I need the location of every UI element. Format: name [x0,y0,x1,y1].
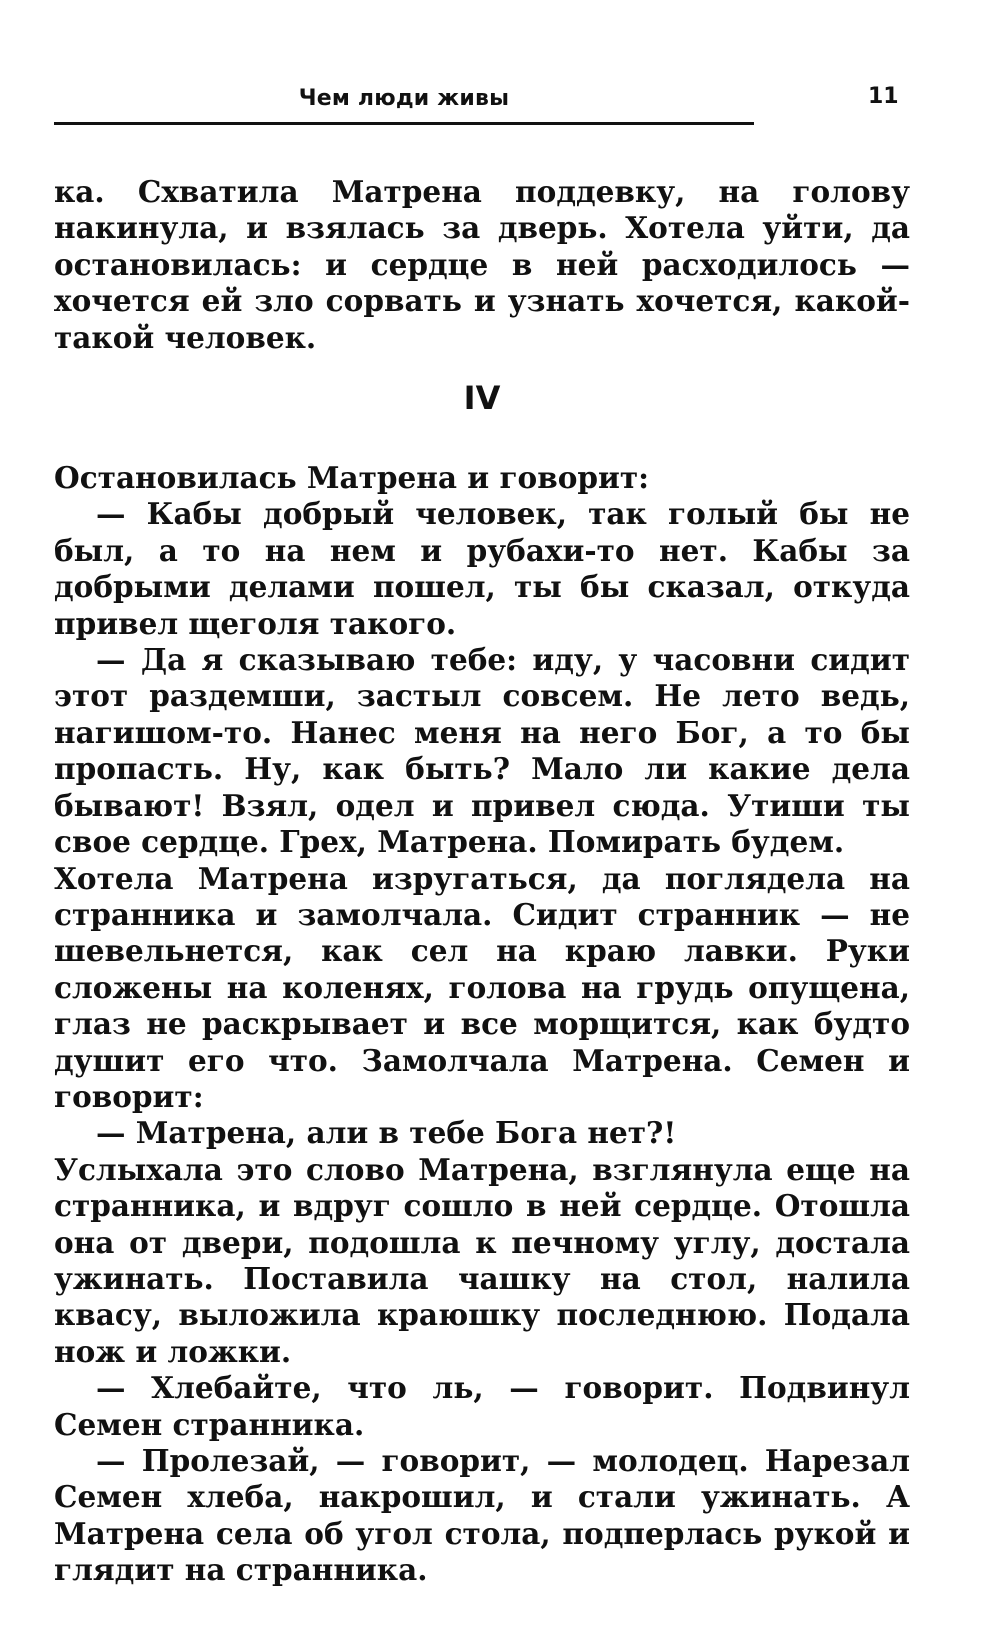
paragraph: Хотела Матрена изругаться, да поглядела на странника и замолчала. Сидит странник — не шевельнется, как сел на краю лавки. Руки сложены на коленях, голова на грудь опущена, глаз не раскрывает и все морщится, как будто душит его что. Замолчала Матрена. Семен и говорит: [54,860,910,1114]
paragraph: ка. Схватила Матрена поддевку, на голову накинула, и взялась за дверь. Хотела уйти, да остановилась: и сердце в ней расходилось — хочется ей зло сорвать и узнать хочется, какой-такой человек. [54,174,910,355]
paragraph: — Да я сказываю тебе: иду, у часовни сидит этот раздемши, застыл совсем. Не лето ведь, нагишом-то. Нанес меня на него Бог, а то бы пропасть. Ну, как быть? Мало ли какие дела бывают! Взял, одел и привел сюда. Утиши ты свое сердце. Грех, Матрена. Помирать будем. [54,642,910,860]
chapter-heading: IV [463,379,501,418]
paragraph: — Матрена, али в тебе Бога нет?! [96,1115,677,1151]
running-header [54,84,754,125]
body-text [54,174,910,1589]
paragraph: Услыхала это слово Матрена, взглянула еще на странника, и вдруг сошло в ней сердце. Отошла она от двери, подошла к печному углу, достала ужинать. Поставила чашку на стол, налила квасу, выложила краюшку последнюю. Подала нож и ложки. [54,1151,910,1369]
page-number: 11 [868,84,899,109]
paragraph: — Кабы добрый человек, так голый бы не был, а то на нем и рубахи-то нет. Кабы за добрыми делами пошел, ты бы сказал, откуда привел щеголя такого. [54,496,910,641]
paragraph: Остановилась Матрена и говорит: [54,460,650,496]
running-title: Чем люди живы [298,86,510,111]
paragraph: — Хлебайте, что ль, — говорит. Подвинул Семен странника. [54,1370,910,1442]
paragraph: — Пролезай, — говорит, — молодец. Нарезал Семен хлеба, накрошил, и стали ужинать. А Матрена села об угол стола, подперлась рукой и глядит на странника. [54,1443,910,1588]
